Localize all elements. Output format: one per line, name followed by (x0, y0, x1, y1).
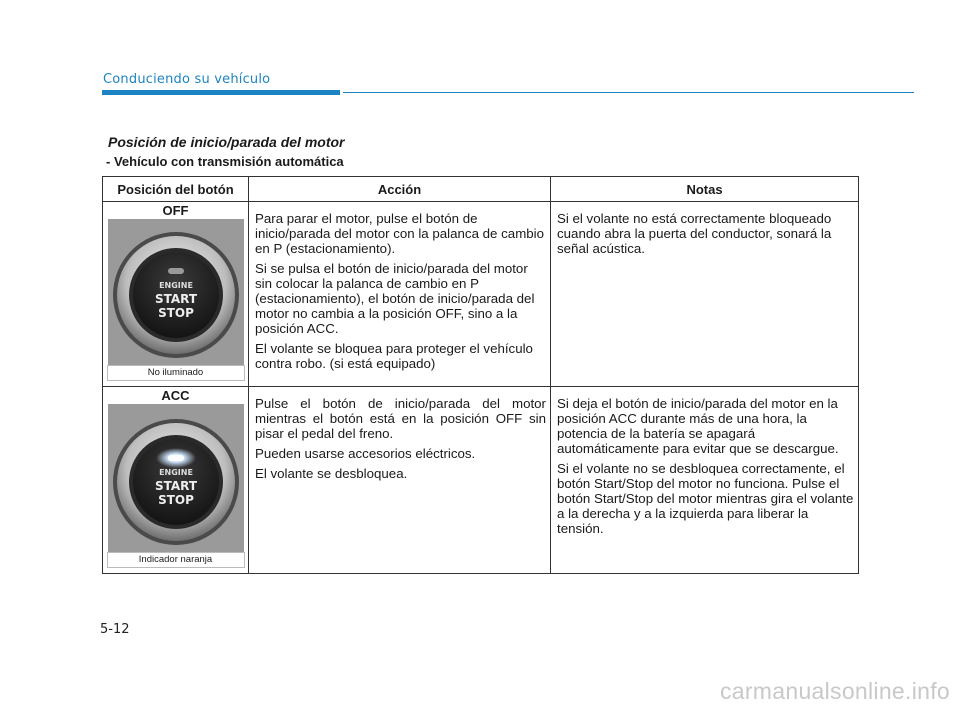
action-cell (249, 202, 551, 387)
header-action: Acción (249, 177, 551, 202)
engine-start-button-icon (108, 219, 244, 365)
action-paragraph: Pueden usarse accesorios eléctricos. (255, 446, 476, 461)
table-row (103, 387, 859, 574)
header-rule-thin (343, 92, 914, 93)
svg-text:ENGINE: ENGINE (158, 468, 193, 477)
notes-cell (551, 387, 859, 574)
svg-text:STOP: STOP (157, 493, 194, 507)
page-number: 5-12 (100, 622, 130, 637)
engine-start-button-lit-icon (108, 404, 244, 552)
action-paragraph: Si se pulsa el botón de inicio/parada del motor sin colocar la palanca de cambio en P (estacionamiento), el botón de inicio/parada del motor no cambia a la posición OFF, sino a la posición ACC. (255, 261, 535, 336)
notes-cell (551, 202, 859, 387)
position-cell (103, 387, 249, 574)
watermark: carmanualsonline.info (719, 678, 950, 704)
header-position: Posición del botón (103, 177, 249, 202)
header-rule-thick (102, 90, 340, 95)
button-caption: No iluminado (107, 365, 245, 381)
chapter-title: Conduciendo su vehículo (103, 72, 271, 87)
notes-paragraph: Si el volante no se desbloquea correctamente, el botón Start/Stop del motor no funciona. Pulse el botón Start/Stop del motor mientras gira el volante a la derecha y a la izquierda para liberar la tensión. (557, 461, 854, 536)
button-position-table (102, 176, 859, 574)
button-caption: Indicador naranja (107, 552, 245, 568)
section-title: Posición de inicio/parada del motor (108, 134, 345, 150)
section-subtitle: - Vehículo con transmisión automática (106, 154, 344, 169)
notes-paragraph: Si deja el botón de inicio/parada del motor en la posición ACC durante más de una hora, la potencia de la batería se apagará automáticamente para evitar que se descargue. (557, 396, 839, 456)
table-header-row (103, 177, 859, 202)
start-button-image (108, 219, 244, 365)
table-row (103, 202, 859, 387)
header-notes: Notas (551, 177, 859, 202)
position-label: ACC (161, 388, 190, 403)
svg-text:ENGINE: ENGINE (158, 281, 193, 290)
start-button-image (108, 404, 244, 552)
position-label: OFF (162, 203, 189, 218)
svg-text:START: START (154, 479, 197, 493)
action-paragraph: Pulse el botón de inicio/parada del motor mientras el botón está en la posición OFF sin pisar el pedal del freno. (255, 396, 546, 441)
action-cell (249, 387, 551, 574)
position-cell (103, 202, 249, 387)
action-paragraph: Para parar el motor, pulse el botón de inicio/parada del motor con la palanca de cambio en P (estacionamiento). (255, 211, 545, 256)
action-paragraph: El volante se desbloquea. (255, 466, 408, 481)
action-paragraph: El volante se bloquea para proteger el vehículo contra robo. (si está equipado) (255, 341, 533, 371)
notes-paragraph: Si el volante no está correctamente bloqueado cuando abra la puerta del conductor, sonará la señal acústica. (557, 211, 832, 256)
svg-text:STOP: STOP (157, 306, 194, 320)
svg-text:START: START (154, 292, 197, 306)
